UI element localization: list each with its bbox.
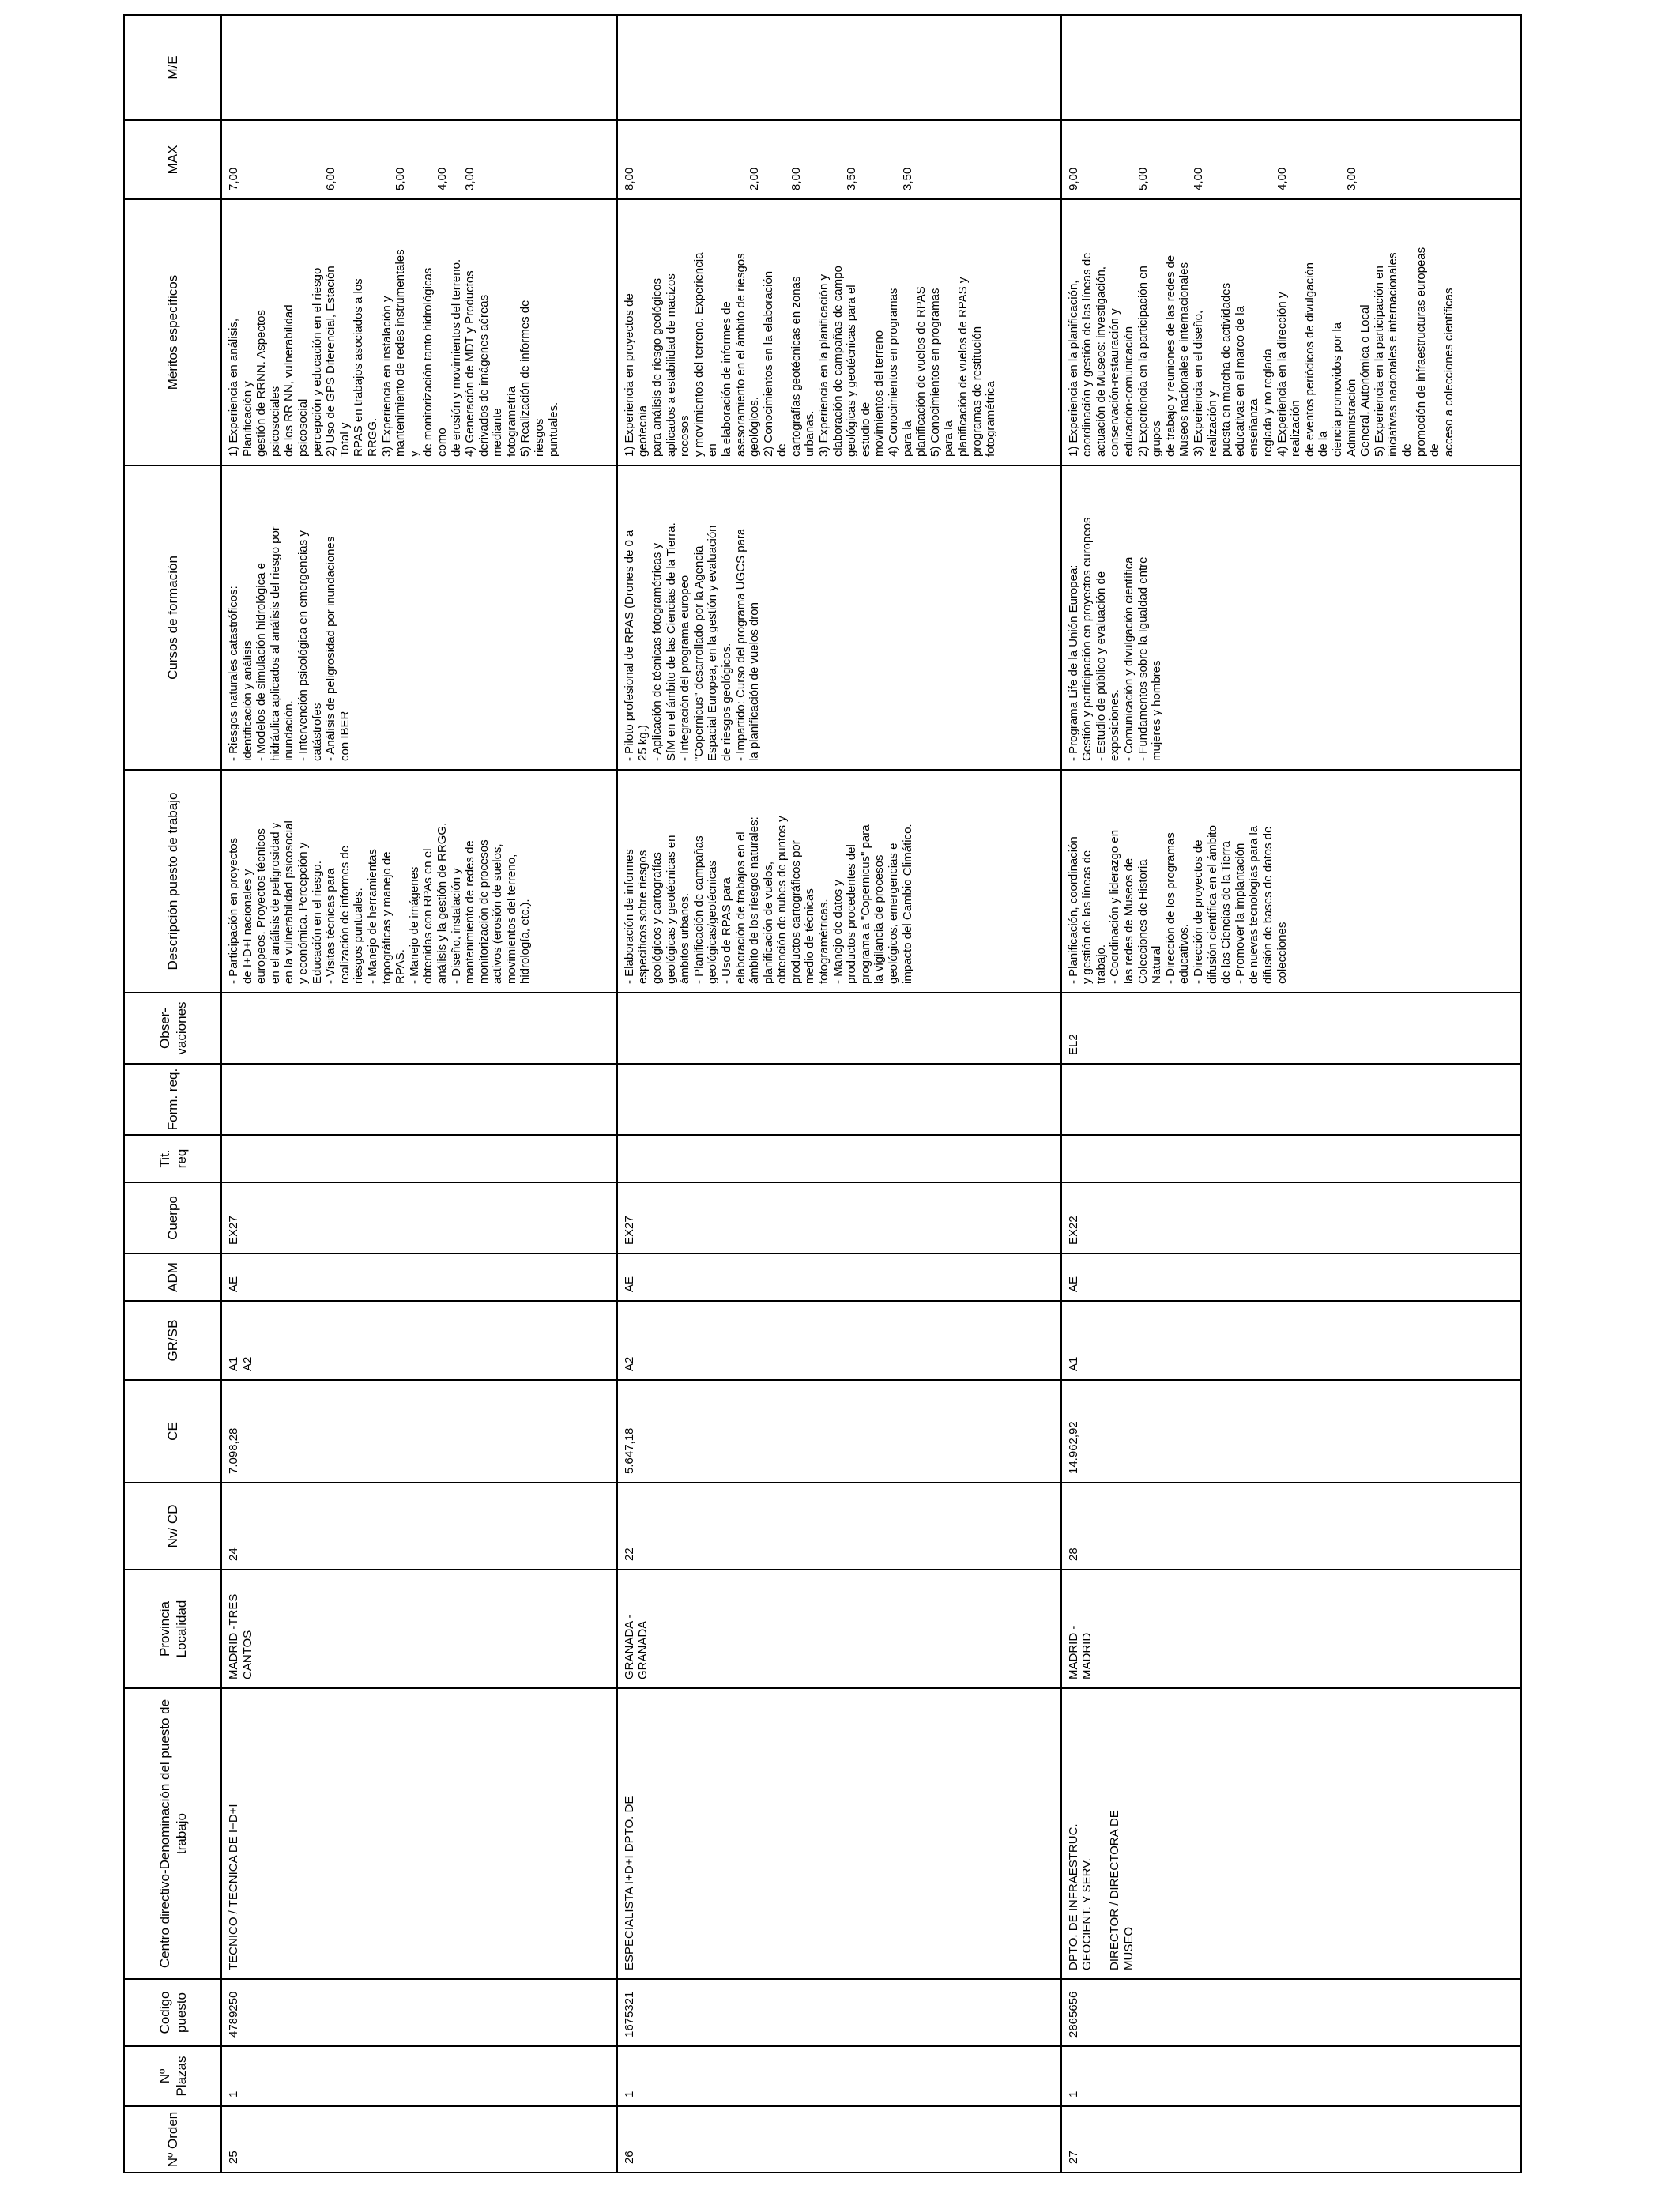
cell-form: [221, 1064, 617, 1135]
cell-descripcion: - Planificación, coordinación y gestión de las líneas de trabajo. - Coordinación y liderazgo en las redes de Museos de Colecciones de Historia Natural - Dirección de los programas educativos. - Dirección de proyectos de difusión científica en el ámbito de las Ciencias de la Tierra - Promover la implantación de nuevas tecnologías para la difusión de bases de datos de colecciones: [1061, 770, 1521, 993]
header-row: [124, 15, 221, 2173]
job-table-sheet: [123, 16, 1522, 2173]
table-row: [221, 15, 617, 2173]
cell-provincia: GRANADA - GRANADA: [617, 1570, 1061, 1688]
cell-descripcion: - Participación en proyectos de I+D+I nacionales y europeos. Proyectos técnicos en el análisis de peligrosidad y en la vulnerabilidad psicosocial y económica. Percepción y Educación en el riesgo. - Visitas técnicas para realización de informes de riesgos puntuales. - Manejo de herramientas topográficas y manejo de RPAS. - Manejo de imágenes obtenidas con RPAs en el análisis y la gestión de RRGG. - Diseño, instalación y mantenimiento de redes de monitorización de procesos activos (erosión de suelos, movimientos del terreno, hidrología, etc.).: [221, 770, 617, 993]
header-orden: Nº Orden: [124, 2106, 221, 2173]
cell-grsb: A1: [1061, 1301, 1521, 1380]
cell-ce: 14.962,92: [1061, 1380, 1521, 1483]
job-positions-table: [123, 14, 1522, 2173]
cell-nivel: 24: [221, 1483, 617, 1570]
header-max: MAX: [124, 120, 221, 199]
header-tit: Tit. req: [124, 1135, 221, 1182]
cell-grsb: A1 A2: [221, 1301, 617, 1380]
cell-ce: 5.647,18: [617, 1380, 1061, 1483]
cell-nivel: 28: [1061, 1483, 1521, 1570]
cell-plazas: 1: [617, 2046, 1061, 2106]
header-cursos: Cursos de formación: [124, 466, 221, 770]
header-adm: ADM: [124, 1253, 221, 1301]
header-descripcion: Descripción puesto de trabajo: [124, 770, 221, 993]
table-row: [617, 15, 1061, 2173]
cell-centro: ESPECIALISTA I+D+I DPTO. DE: [617, 1688, 1061, 1979]
cell-descripcion: - Elaboración de informes específicos sobre riesgos geológicos y cartografías geológicas y geotécnicas en ámbitos urbanos. - Planificación de campañas geológicas/geotécnicas - Uso de RPAS para elaboración de trabajos en el ámbito de los riesgos naturales: planificación de vuelos, obtención de nubes de puntos y productos cartográficos por medio de técnicas fotogramétricas. - Manejo de datos y productos procedentes del programa a "Copernicus" para la vigilancia de procesos geológicos, emergencias e impacto del Cambio Climático.: [617, 770, 1061, 993]
header-centro: Centro directivo-Denominación del puesto de trabajo: [124, 1688, 221, 1979]
cell-tit: [1061, 1135, 1521, 1182]
header-ce: CE: [124, 1380, 221, 1483]
cell-codigo: 2865656: [1061, 1979, 1521, 2046]
cell-cursos: - Programa Life de la Unión Europea: Gestión y participación en proyectos europeos - Estudio de público y evaluación de exposiciones. - Comunicación y divulgación científica - Fundamentos sobre la Igualdad entre mujeres y hombres: [1061, 466, 1521, 770]
cell-cuerpo: EX22: [1061, 1182, 1521, 1253]
cell-obs: EL2: [1061, 993, 1521, 1064]
cell-tit: [221, 1135, 617, 1182]
header-provincia: Provincia Localidad: [124, 1570, 221, 1688]
cell-centro: DPTO. DE INFRAESTRUC. GEOCIENT. Y SERV. DIRECTOR / DIRECTORA DE MUSEO: [1061, 1688, 1521, 1979]
header-form: Form. req.: [124, 1064, 221, 1135]
cell-codigo: 1675321: [617, 1979, 1061, 2046]
header-codigo: Codigo puesto: [124, 1979, 221, 2046]
table-row: [1061, 15, 1521, 2173]
cell-plazas: 1: [221, 2046, 617, 2106]
header-nivel: Nv/ CD: [124, 1483, 221, 1570]
cell-form: [1061, 1064, 1521, 1135]
cell-me: [221, 15, 617, 120]
cell-cuerpo: EX27: [617, 1182, 1061, 1253]
cell-plazas: 1: [1061, 2046, 1521, 2106]
cell-me: [617, 15, 1061, 120]
header-plazas: Nº Plazas: [124, 2046, 221, 2106]
cell-orden: 26: [617, 2106, 1061, 2173]
cell-orden: 25: [221, 2106, 617, 2173]
cell-cursos: - Riesgos naturales catastróficos: identificación y análisis - Modelos de simulación hidrológica e hidráulica aplicados al análisis del riesgo por inundación. - Intervención psicológica en emergencias y catástrofes - Análisis de peligrosidad por inundaciones con IBER: [221, 466, 617, 770]
header-grsb: GR/SB: [124, 1301, 221, 1380]
cell-max: 7,00 6,00 5,00 4,00 3,00: [221, 120, 617, 199]
cell-obs: [617, 993, 1061, 1064]
cell-adm: AE: [221, 1253, 617, 1301]
cell-obs: [221, 993, 617, 1064]
header-obs: Obser- vaciones: [124, 993, 221, 1064]
cell-orden: 27: [1061, 2106, 1521, 2173]
cell-meritos: 1) Experiencia en la planificación, coordinación y gestión de las líneas de actuación de Museos: investigación, conservación-restauración y educación-comunicación 2) Experiencia en la participación en grupos de trabajo y reuniones de las redes de Museos nacionales e internacionales 3) Experiencia en el diseño, realización y puesta en marcha de actividades educativas en el marco de la enseñanza reglada y no reglada 4) Experiencia en la dirección y realización de eventos periódicos de divulgación de la ciencia promovidos por la Administración General, Autonómica o Local 5) Experiencia en la participación en iniciativas nacionales e internacionales de promoción de infraestructuras europeas de acceso a colecciones científicas: [1061, 199, 1521, 466]
cell-centro: TECNICO / TECNICA DE I+D+I: [221, 1688, 617, 1979]
cell-grsb: A2: [617, 1301, 1061, 1380]
cell-form: [617, 1064, 1061, 1135]
cell-me: [1061, 15, 1521, 120]
cell-tit: [617, 1135, 1061, 1182]
cell-cursos: - Piloto profesional de RPAS (Drones de 0 a 25 kg.) - Aplicación de técnicas fotogramétricas y SfM en el ámbito de las Ciencias de la Tierra. - Integración del programa europeo "Copernicus" desarrollado por la Agencia Espacial Europea, en la gestión y evaluación de riesgos geológicos. - Impartido: Curso del programa UGCS para la planificación de vuelos dron: [617, 466, 1061, 770]
cell-max: 9,00 5,00 4,00 4,00 3,00: [1061, 120, 1521, 199]
cell-provincia: MADRID -TRES CANTOS: [221, 1570, 617, 1688]
cell-meritos: 1) Experiencia en análisis, Planificación y gestión de RRNN. Aspectos psicosociales de los RR NN, vulnerabilidad psicosocial percepción y educación en el riesgo 2) Uso de GPS Diferencial, Estación Total y RPAS en trabajos asociados a los RRGG. 3) Experiencia en instalación y mantenimiento de redes instrumentales y de monitorización tanto hidrológicas como de erosión y movimientos del terreno. 4) Generación de MDT y Productos derivados de imágenes aéreas mediante fotogrametría 5) Realización de informes de riesgos puntuales.: [221, 199, 617, 466]
cell-nivel: 22: [617, 1483, 1061, 1570]
header-meritos: Méritos específicos: [124, 199, 221, 466]
cell-meritos: 1) Experiencia en proyectos de geotecnia para análisis de riesgo geológicos aplicados a estabilidad de macizos rocosos y movimientos del terreno. Experiencia en la elaboración de informes de asesoramiento en el ámbito de riesgos geológicos. 2) Conocimientos en la elaboración de cartografías geotécnicas en zonas urbanas. 3) Experiencia en la planificación y elaboración de campañas de campo geológicas y geotécnicas para el estudio de movimientos del terreno 4) Conocimientos en programas para la planificación de vuelos de RPAS 5) Conocimientos en programas para la planificación de vuelos de RPAS y programas de restitución fotogramétrica: [617, 199, 1061, 466]
cell-provincia: MADRID - MADRID: [1061, 1570, 1521, 1688]
cell-ce: 7.098,28: [221, 1380, 617, 1483]
cell-cuerpo: EX27: [221, 1182, 617, 1253]
cell-codigo: 4789250: [221, 1979, 617, 2046]
cell-adm: AE: [1061, 1253, 1521, 1301]
header-me: M/E: [124, 15, 221, 120]
header-cuerpo: Cuerpo: [124, 1182, 221, 1253]
cell-max: 8,00 2,00 8,00 3,50 3,50: [617, 120, 1061, 199]
cell-adm: AE: [617, 1253, 1061, 1301]
